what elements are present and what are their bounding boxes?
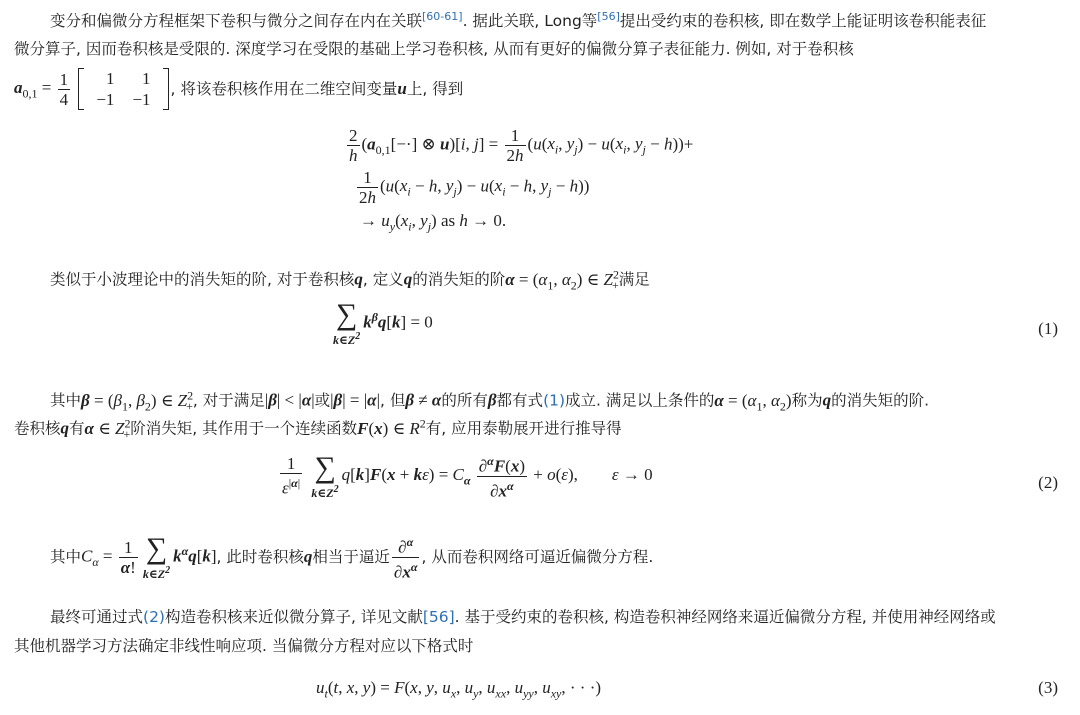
equation-link[interactable]: (1) <box>543 391 566 410</box>
text: 变分和偏微分方程框架下卷积与微分之间存在内在关联 <box>50 12 423 31</box>
paragraph-5-line-2: 其他机器学习方法确定非线性响应项. 当偏微分方程对应以下格式时 <box>14 637 474 655</box>
text: 提出受约束的卷积核, 即在数学上能证明该卷积能表征 <box>619 12 987 31</box>
paragraph-5-line-1: 最终可通过式(2)构造卷积核来近似微分算子, 详见文献[56]. 基于受约束的卷积核, 构造卷积神经网络来逼近偏微分方程, 并使用神经网络或 <box>50 608 996 626</box>
equation-2-number: (2) <box>1038 473 1058 492</box>
paragraph-3-line-1: 其中$\beta = (\beta_1$, $\beta_2$) ∈ $Z^2_+$, 对于满足|β| < |α|或|β| = |α|, 但β ≠ α的所有β都有式(1)成立. 满足以上条件的$\alpha = (\alpha_1$, $\alpha_2$)称为q的消失矩的阶. <box>50 388 930 414</box>
variable: q <box>403 269 413 289</box>
text: , 定义 <box>362 270 404 289</box>
equation-3: $u_t(t$, x, y) = F(x, y, $u_x$, $u_y$, $u_{xx}$, $u_{yy}$, $u_{xy}$, · · ·) <box>316 678 602 701</box>
paragraph-4: 其中 $C_\alpha$ = $\frac{1}{\alpha!}$ ∑ $k\in Z^2$ $k^\alpha q[k]$ , 此时卷积核 q 相当于逼近 $\frac{\partial^\alpha}{\partial x^\alpha}$ , 从而卷积网络可逼近偏微分方程. <box>50 531 654 582</box>
derivation-row-3: → $u_y(x_i$, $y_j$) as h → 0. <box>360 211 507 234</box>
equation-3-number: (3) <box>1038 678 1058 697</box>
paragraph-2 <box>50 263 1068 296</box>
citation-link[interactable]: [60-61] <box>422 10 463 23</box>
citation-link[interactable]: [56] <box>422 608 455 626</box>
derivation-row-2: $\frac{1}{2h}$ ($u(x_i - h$, $y_j) - u(x_i - h$, $y_j - h$)) <box>359 168 590 207</box>
paragraph-3-line-2: 卷积核q有α ∈ $Z^2_+$阶消失矩, 其作用于一个连续函数F(x) ∈ $R^2$有, 应用泰勒展开进行推导得 <box>14 416 622 442</box>
kernel-matrix: 1 1 −1 −1 <box>78 68 168 110</box>
text: 满足 <box>618 270 650 289</box>
variable: q <box>354 269 363 289</box>
text: 微分算子, 因而卷积核是受限的. 深度学习在受限的基础上学习卷积核, 从而有更好的偏微分算子表征能力. 例如, 对于卷积核 <box>14 40 854 58</box>
text: , 将该卷积核作用在二维空间变量 <box>170 80 398 98</box>
equation-1-number: (1) <box>1038 319 1058 338</box>
text: 类似于小波理论中的消失矩的阶, 对于卷积核 <box>50 270 355 289</box>
paragraph-1-line-3 <box>14 66 1068 112</box>
paragraph-1-line-2 <box>14 38 1068 60</box>
equation-2: $\frac{1}{\varepsilon^{|\alpha|}}$ ∑ $k\in Z^2$ $q[k]F(x + k\varepsilon) = C_\alpha$ $\frac{\partial^\alpha F(x)}{\partial x^\alpha}$ + o(ε), ε → 0 <box>282 450 653 501</box>
equation-link[interactable]: (2) <box>143 608 165 626</box>
equation-1: ∑ $k\in Z^2$ $k^\beta q[k] = 0$ <box>333 298 433 347</box>
paragraph-1-line-1 <box>50 6 1068 32</box>
citation-link[interactable]: [56] <box>597 10 620 23</box>
text: . 据此关联, Long等 <box>462 12 598 31</box>
kernel-formula: $a_{0,1}$ = $\frac{1}{4}$ 1 1 −1 −1 <box>14 68 171 110</box>
variable: u <box>397 79 407 98</box>
derivation-row-1: $\frac{2}{h}$ ($a_{0,1}[-\cdot]$ ⊗ u)[i, j] = $\frac{1}{2h}$ ($u(x_i$, $y_j) - u(x_i$, $y_j - h))+$ <box>349 126 694 165</box>
text: 上, 得到 <box>406 80 464 98</box>
alpha-definition: $\alpha = (\alpha_1$, $\alpha_2$) ∈ $Z^2_+$ <box>505 267 619 293</box>
text: 的消失矩的阶 <box>412 270 506 289</box>
